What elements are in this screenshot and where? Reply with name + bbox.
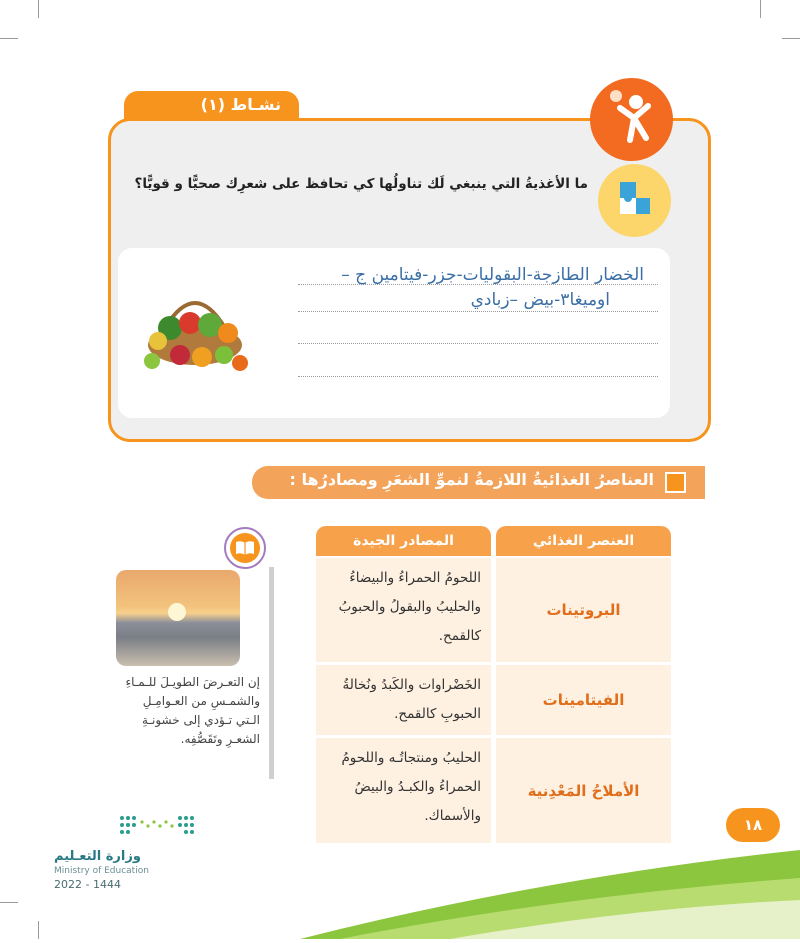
table-cell-nutrient: الفيتامينات bbox=[496, 665, 671, 735]
ministry-name-en: Ministry of Education bbox=[54, 866, 149, 876]
source-line: كالقمح. bbox=[438, 628, 481, 644]
section-bullet bbox=[665, 472, 686, 493]
source-line: الحليبُ ومنتجاتُـه واللحومُ bbox=[341, 750, 481, 766]
answer-line bbox=[298, 343, 658, 344]
source-line: الخَضْراوات والكَبدُ ونُخالةُ bbox=[342, 677, 481, 693]
ministry-logo bbox=[118, 812, 196, 838]
crop-mark bbox=[38, 0, 39, 18]
crop-mark bbox=[782, 38, 800, 39]
table-cell-sources bbox=[316, 738, 491, 843]
crop-mark bbox=[0, 38, 18, 39]
fruit-basket-image bbox=[140, 283, 250, 378]
sunset-image bbox=[116, 570, 240, 666]
source-line: اللحومُ الحمراءُ والبيضاءُ bbox=[349, 570, 481, 586]
ministry-name-ar: وزارة التعـليم bbox=[54, 849, 141, 864]
puzzle-icon bbox=[598, 164, 671, 237]
sidebar-text: إن التعـرضَ الطويـلَ للـمـاءِ والشمـسِ من العـوامِـلِ الـتي تـؤدي إلى خشونـةِ الشعـرِ وتَقَصُّفِه. bbox=[125, 675, 260, 746]
ministry-year: 2022 - 1444 bbox=[54, 878, 121, 891]
answer-text-line-2: اوميغا٣-بيض –زبادي bbox=[470, 290, 610, 310]
book-icon bbox=[224, 527, 266, 569]
table-cell-sources bbox=[316, 558, 491, 662]
answer-line bbox=[298, 376, 658, 377]
decorative-swoosh bbox=[300, 838, 800, 939]
source-line: الحمراءُ والكبـدُ والبيضُ bbox=[354, 779, 481, 795]
source-line: والأسماك. bbox=[424, 808, 481, 824]
activity-title: نشـاط (١) bbox=[200, 95, 281, 114]
sun-disc bbox=[168, 603, 186, 621]
table-cell-nutrient: الأملاحُ المَعْدِنية bbox=[496, 738, 671, 843]
answer-text-line-1: الخضار الطازجة-البقوليات-جزر-فيتامين ج – bbox=[341, 265, 644, 285]
table-cell-nutrient: البروتينات bbox=[496, 558, 671, 662]
source-line: الحبوبِ كالقمح. bbox=[394, 706, 481, 722]
source-line: والحليبُ والبقولُ والحبوبُ bbox=[338, 599, 481, 615]
answer-line bbox=[298, 311, 658, 312]
activity-question: ما الأغذيةُ التي ينبغي لَك تناولُها كي تحافظ على شعرِك صحيًّا و قويًّا؟ bbox=[134, 176, 588, 192]
table-cell-sources bbox=[316, 665, 491, 735]
crop-mark bbox=[760, 0, 761, 18]
table-header-sources: المصادر الجيدة bbox=[316, 526, 491, 556]
crop-mark bbox=[0, 902, 18, 903]
crop-mark bbox=[38, 921, 39, 939]
page-number: ١٨ bbox=[726, 808, 780, 842]
table-header-nutrient: العنصر الغذائي bbox=[496, 526, 671, 556]
activity-person-icon bbox=[590, 78, 673, 161]
section-title: العناصرُ الغذائيةُ اللازمةُ لنموِّ الشعَرِ ومصادرُها : bbox=[289, 470, 654, 489]
